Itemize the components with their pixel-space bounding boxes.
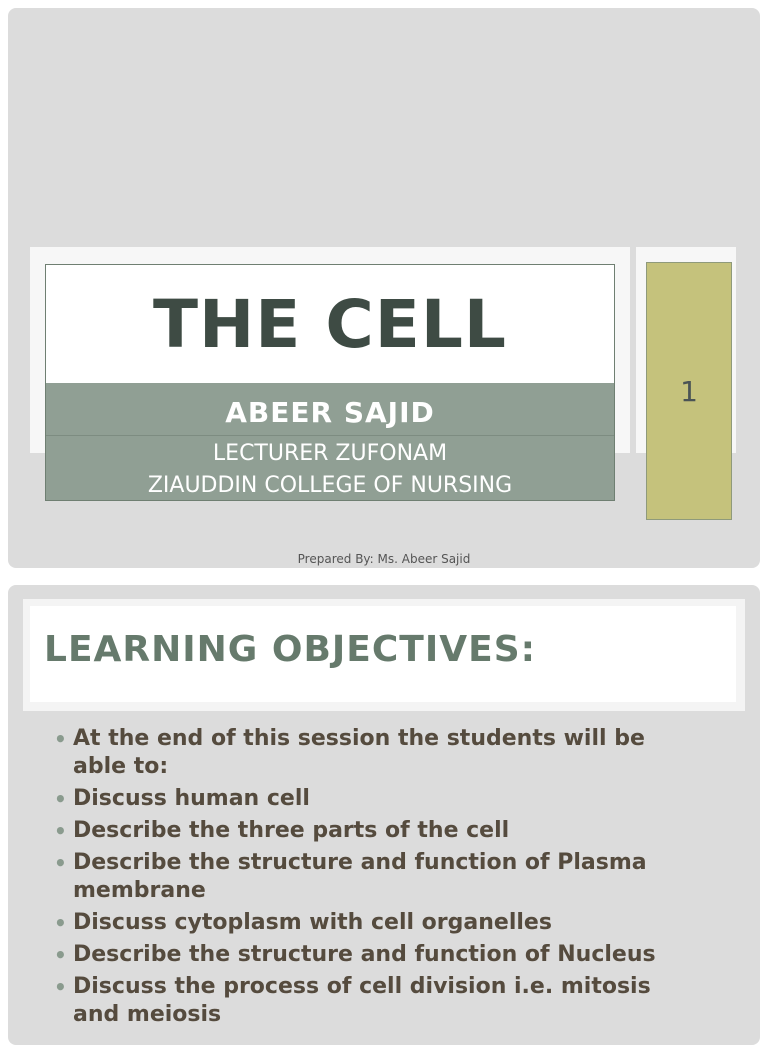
author-role: LECTURER ZUFONAM [212,441,448,466]
slide-footer: Prepared By: Ms. Abeer Sajid [297,552,471,566]
slide-number-box [646,262,732,520]
bullet-dot-icon: • [54,911,67,935]
title-box [45,264,615,501]
list-item [52,909,702,937]
list-item [52,973,702,1029]
author-name: ABEER SAJID [46,383,614,436]
bullet-dot-icon: • [54,975,67,999]
list-item-text: Discuss the process of cell division i.e. mitosis and meiosis [73,974,651,1027]
list-item [52,725,702,781]
list-item-text: Describe the structure and function of Nucleus [73,942,656,967]
list-item [52,817,702,845]
objectives-slide [8,585,760,1045]
list-item-text: Discuss cytoplasm with cell organelles [73,910,552,935]
bullet-dot-icon: • [54,819,67,843]
bullet-dot-icon: • [54,943,67,967]
list-item-text: At the end of this session the students will be able to: [73,726,645,779]
slide-title: THE CELL [153,285,507,363]
list-item [52,785,702,813]
subtitle-band [46,383,614,500]
list-item [52,941,702,969]
slide-number: 1 [680,374,698,408]
list-item [52,849,702,905]
bullet-dot-icon: • [54,727,67,751]
bullet-dot-icon: • [54,851,67,875]
title-slide [8,8,760,568]
bullet-dot-icon: • [54,787,67,811]
list-item-text: Describe the structure and function of Plasma membrane [73,850,647,903]
author-institution: ZIAUDDIN COLLEGE OF NURSING [147,473,513,498]
list-item-text: Discuss human cell [73,786,310,811]
objectives-list [52,725,702,1033]
slide-heading: LEARNING OBJECTIVES: [44,629,537,670]
list-item-text: Describe the three parts of the cell [73,818,510,843]
